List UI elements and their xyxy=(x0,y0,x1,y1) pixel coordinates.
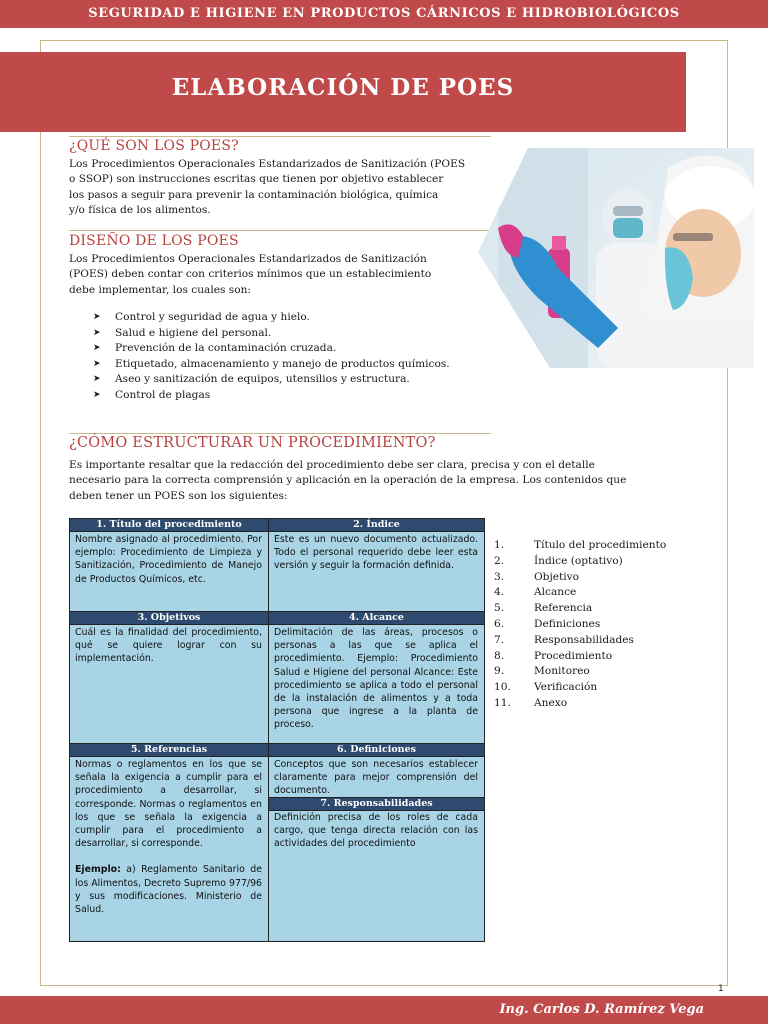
list-item: 4. Alcance xyxy=(494,586,577,599)
table-cell: Este es un nuevo documento actualizado. Todo el personal requerido debe leer esta versión y seguir la formación definida. xyxy=(274,534,478,572)
list-item: ➤ Etiquetado, almacenamiento y manejo de productos químicos. xyxy=(93,357,450,373)
table-header: 5. Referencias xyxy=(70,744,268,756)
references-text: Normas o reglamentos en los que se señala la exigencia a cumplir para el procedimiento a desarrollar, si corresponde. Normas o reglamentos en los que se señala la exigencia a cumplir para el procedimiento a desarrollar, si corresponde. xyxy=(75,759,262,850)
arrow-bullet-icon: ➤ xyxy=(93,389,101,400)
table-header: 2. Índice xyxy=(269,519,484,531)
table-gridline xyxy=(70,756,484,757)
top-banner xyxy=(0,0,768,28)
text-line: Los Procedimientos Operacionales Estandarizados de Sanitización xyxy=(69,253,427,265)
list-item: ➤ Control y seguridad de agua y hielo. xyxy=(93,310,450,326)
table-header: 1. Título del procedimiento xyxy=(70,519,268,531)
list-item: 9. Monitoreo xyxy=(494,665,590,678)
list-item: 5. Referencia xyxy=(494,602,593,615)
text-line: Los Procedimientos Operacionales Estandarizados de Sanitización (POES xyxy=(69,158,466,170)
section1-paragraph xyxy=(69,157,465,219)
table-gridline xyxy=(70,624,484,625)
list-item: 1. Título del procedimiento xyxy=(494,539,667,551)
text-line: (POES) deben contar con criterios mínimos que un establecimiento xyxy=(69,268,432,281)
table-cell: Cuál es la finalidad del procedimiento, qué se quiere lograr con su implementación. xyxy=(75,627,262,665)
example-label: Ejemplo: xyxy=(75,864,121,876)
text-line: necesario para la correcta comprensión y aplicación en la operación de la empresa. Los contenidos que xyxy=(69,474,627,487)
list-item: ➤ Prevención de la contaminación cruzada. xyxy=(93,341,450,357)
table-cell: Definición precisa de los roles de cada cargo, que tenga directa relación con las actividades del procedimiento xyxy=(274,812,478,850)
table-gridline xyxy=(70,743,484,744)
divider xyxy=(69,433,491,434)
text-line: y/o física de los alimentos. xyxy=(69,204,211,217)
author-name: Ing. Carlos D. Ramírez Vega xyxy=(499,1002,704,1017)
text-line: Es importante resaltar que la redacción del procedimiento debe ser clara, precisa y con el detalle xyxy=(69,459,595,471)
text-line: deben tener un POES son los siguientes: xyxy=(69,489,288,502)
table-header: 3. Objetivos xyxy=(70,612,268,624)
page-title: ELABORACIÓN DE POES xyxy=(171,74,515,101)
table-header: 4. Alcance xyxy=(269,612,484,624)
title-band xyxy=(0,52,686,132)
list-item: 7. Responsabilidades xyxy=(494,633,634,646)
section-heading-que-son: ¿QUÉ SON LOS POES? xyxy=(69,138,239,154)
list-item: ➤ Salud e higiene del personal. xyxy=(93,326,450,342)
text-line: debe implementar, los cuales son: xyxy=(69,283,251,296)
example-text: a) Reglamento Sanitario de los Alimentos, Decreto Supremo 977/96 y sus modificaciones. Ministerio de Salud. xyxy=(75,864,262,916)
section3-paragraph xyxy=(69,458,697,504)
footer-band xyxy=(0,996,768,1024)
banner-text: SEGURIDAD E HIGIENE EN PRODUCTOS CÁRNICOS E HIDROBIOLÓGICOS xyxy=(88,6,680,21)
references-example xyxy=(75,863,262,916)
criteria-list xyxy=(93,310,450,404)
table-cell xyxy=(75,758,262,916)
list-item: 11. Anexo xyxy=(494,696,568,709)
arrow-bullet-icon: ➤ xyxy=(93,343,101,354)
arrow-bullet-icon: ➤ xyxy=(93,327,101,338)
contents-list xyxy=(494,538,666,712)
section-heading-diseno: DISEÑO DE LOS POES xyxy=(69,233,239,249)
cleaning-staff-photo xyxy=(478,148,754,368)
table-header: 7. Responsabilidades xyxy=(269,798,484,810)
procedure-structure-table xyxy=(69,518,485,942)
list-item: 3. Objetivo xyxy=(494,570,580,583)
list-item: 6. Definiciones xyxy=(494,617,601,630)
arrow-bullet-icon: ➤ xyxy=(93,358,101,369)
page-number: 1 xyxy=(718,984,724,994)
list-item: 10. Verificación xyxy=(494,681,598,694)
table-cell: Conceptos que son necesarios establecer claramente para mejor comprensión del documento. xyxy=(274,759,478,797)
list-item: ➤ Control de plagas xyxy=(93,388,450,404)
list-item: 8. Procedimiento xyxy=(494,649,613,662)
arrow-bullet-icon: ➤ xyxy=(93,374,101,385)
table-gridline xyxy=(269,797,484,798)
table-cell: Nombre asignado al procedimiento. Por ejemplo: Procedimiento de Limpieza y Sanitización, Procedimiento de Manejo de Productos Químicos, etc. xyxy=(75,534,262,585)
section2-paragraph xyxy=(69,252,431,298)
table-header: 6. Definiciones xyxy=(269,744,484,756)
table-gridline xyxy=(268,519,269,941)
table-gridline xyxy=(70,611,484,612)
text-line: los pasos a seguir para prevenir la contaminación biológica, química xyxy=(69,188,439,201)
list-item: ➤ Aseo y sanitización de equipos, utensilios y estructura. xyxy=(93,372,450,388)
divider xyxy=(69,230,491,231)
divider xyxy=(69,136,491,137)
list-item: 2. Índice (optativo) xyxy=(494,554,623,567)
text-line: o SSOP) son instrucciones escritas que tienen por objetivo establecer xyxy=(69,173,444,186)
arrow-bullet-icon: ➤ xyxy=(93,312,101,322)
table-gridline xyxy=(269,810,484,811)
section-heading-como-estructurar: ¿CÓMO ESTRUCTURAR UN PROCEDIMIENTO? xyxy=(69,435,436,451)
table-gridline xyxy=(70,531,484,532)
table-cell: Delimitación de las áreas, procesos o personas a las que se aplica el procedimiento. Ejemplo: Procedimiento Salud e Higiene del personal Alcance: Este procedimiento se aplica a todo el personal de la instalación de alimentos y a toda persona que ingrese a la planta de proceso. xyxy=(274,627,478,731)
